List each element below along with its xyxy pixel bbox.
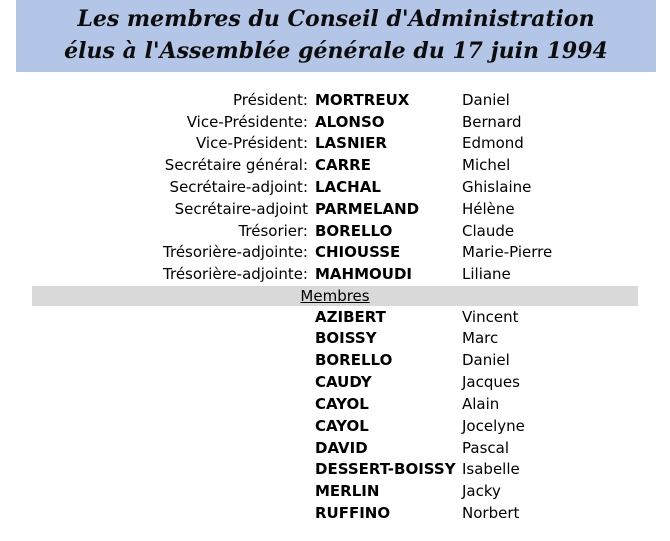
surname: BORELLO — [315, 351, 393, 369]
firstname: Isabelle — [462, 460, 520, 478]
board-row — [0, 154, 670, 176]
member-row — [0, 437, 670, 459]
member-row — [0, 480, 670, 502]
title-line-1: Les membres du Conseil d'Administration — [77, 6, 595, 32]
firstname: Daniel — [462, 91, 510, 109]
firstname: Ghislaine — [462, 178, 532, 196]
firstname: Jacques — [462, 373, 520, 391]
firstname: Edmond — [462, 134, 524, 152]
surname: MORTREUX — [315, 91, 410, 109]
surname: CHIOUSSE — [315, 243, 401, 261]
board-row — [0, 220, 670, 242]
member-row — [0, 458, 670, 480]
surname: PARMELAND — [315, 200, 420, 218]
surname: CARRE — [315, 156, 371, 174]
role-label: Secrétaire général: — [164, 156, 308, 174]
surname: LACHAL — [315, 178, 381, 196]
role-label: Vice-Président: — [195, 134, 308, 152]
surname: CAYOL — [315, 417, 369, 435]
role-label: Trésorier: — [238, 222, 308, 240]
board-row — [0, 263, 670, 285]
firstname: Jacky — [462, 482, 501, 500]
role-label: Président: — [232, 91, 308, 109]
board-row — [0, 111, 670, 133]
firstname: Vincent — [462, 308, 519, 326]
surname: MAHMOUDI — [315, 265, 412, 283]
surname: DAVID — [315, 439, 368, 457]
members-section-header — [32, 286, 638, 306]
member-row — [0, 393, 670, 415]
firstname: Michel — [462, 156, 511, 174]
firstname: Alain — [462, 395, 500, 413]
firstname: Hélène — [462, 200, 515, 218]
member-row — [0, 371, 670, 393]
surname: BORELLO — [315, 222, 393, 240]
surname: CAUDY — [315, 373, 372, 391]
firstname: Norbert — [462, 504, 520, 522]
board-row — [0, 198, 670, 220]
board-row — [0, 89, 670, 111]
surname: MERLIN — [315, 482, 380, 500]
title-line-2: élus à l'Assemblée générale du 17 juin 1994 — [64, 38, 608, 64]
role-label: Trésorière-adjointe: — [163, 265, 308, 283]
role-label: Secrétaire-adjoint — [174, 200, 308, 218]
surname: CAYOL — [315, 395, 369, 413]
firstname: Pascal — [462, 439, 509, 457]
member-row — [0, 415, 670, 437]
surname: DESSERT-BOISSY — [315, 460, 456, 478]
firstname: Claude — [462, 222, 515, 240]
member-row — [0, 502, 670, 524]
member-row — [0, 349, 670, 371]
firstname: Jocelyne — [462, 417, 525, 435]
board-row — [0, 176, 670, 198]
member-row — [0, 327, 670, 349]
firstname: Daniel — [462, 351, 510, 369]
title-banner — [16, 0, 656, 72]
firstname: Marie-Pierre — [462, 243, 553, 261]
firstname: Liliane — [462, 265, 511, 283]
firstname: Marc — [462, 329, 499, 347]
role-label: Secrétaire-adjoint: — [169, 178, 308, 196]
members-header-label: Membres — [300, 287, 370, 305]
surname: LASNIER — [315, 134, 387, 152]
surname: AZIBERT — [315, 308, 386, 326]
role-label: Vice-Présidente: — [186, 113, 308, 131]
board-row — [0, 241, 670, 263]
surname: BOISSY — [315, 329, 377, 347]
surname: ALONSO — [315, 113, 385, 131]
firstname: Bernard — [462, 113, 522, 131]
role-label: Trésorière-adjointe: — [163, 243, 308, 261]
board-row — [0, 132, 670, 154]
member-row — [0, 306, 670, 328]
surname: RUFFINO — [315, 504, 391, 522]
